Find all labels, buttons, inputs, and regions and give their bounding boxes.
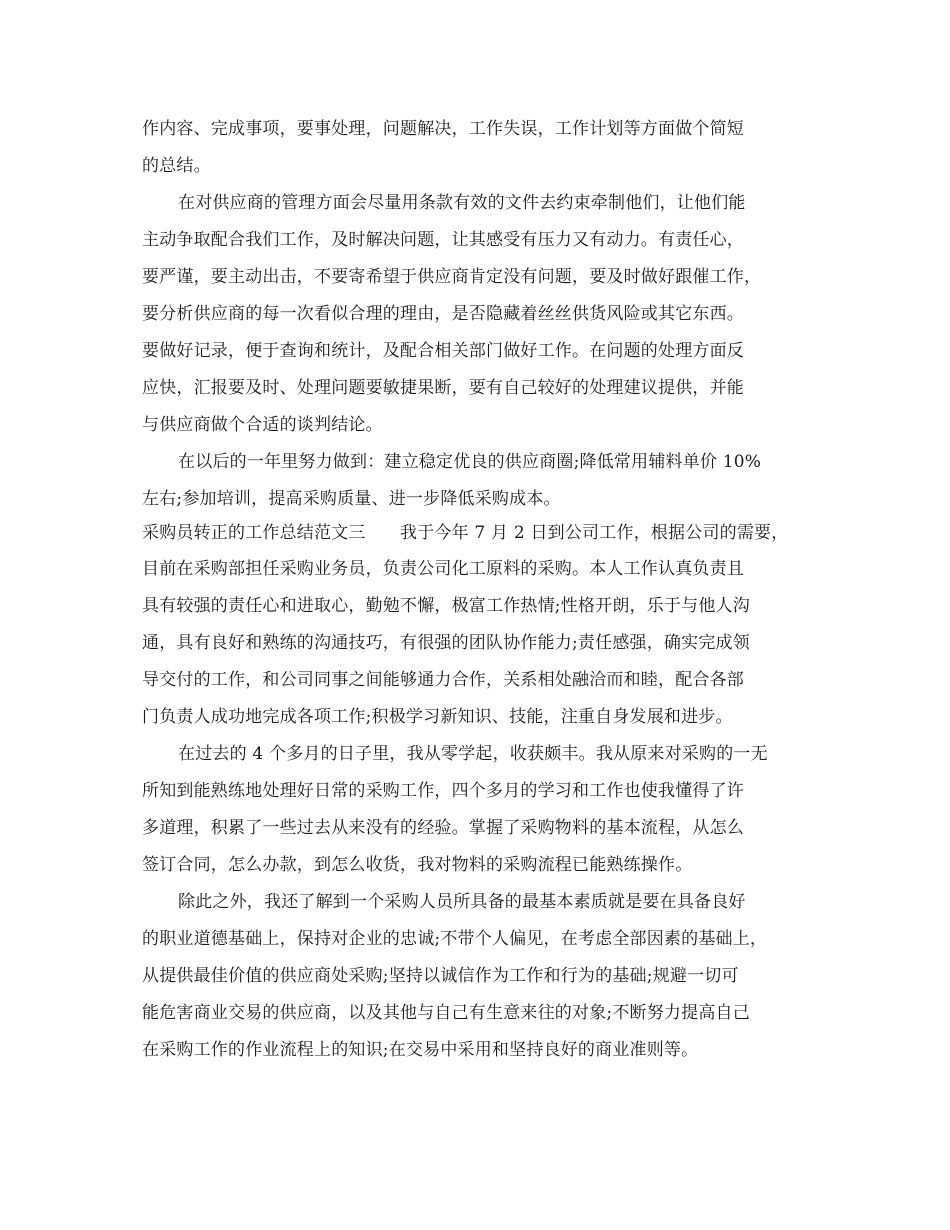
text-line: 从提供最佳价值的供应商处采购;坚持以诚信作为工作和行为的基础;规避一切可	[142, 966, 739, 986]
text-line: 主动争取配合我们工作，及时解决问题，让其感受有压力又有动力。有责任心，	[142, 230, 744, 250]
text-line: 所知到能熟练地处理好日常的采购工作，四个多月的学习和工作也使我懂得了许	[142, 781, 744, 801]
section-heading-line: 采购员转正的工作总结范文三 我于今年 7 月 2 日到公司工作，根据公司的需要，	[142, 523, 789, 543]
text-line: 导交付的工作，和公司同事之间能够通力合作，关系相处融洽而和睦，配合各部	[142, 670, 744, 690]
text-line: 门负责人成功地完成各项工作;积极学习新知识、技能，注重自身发展和进步。	[142, 707, 733, 727]
text-line: 要分析供应商的每一次看似合理的理由，是否隐藏着丝丝供货风险或其它东西。	[142, 304, 744, 324]
text-line: 通，具有良好和熟练的沟通技巧，有很强的团队协作能力;责任感强，确实完成领	[142, 633, 750, 653]
text-line: 签订合同，怎么办款，到怎么收货，我对物料的采购流程已能熟练操作。	[142, 855, 693, 875]
text-line: 目前在采购部担任采购业务员，负责公司化工原料的采购。本人工作认真负责且	[142, 559, 744, 579]
text-line: 应快，汇报要及时、处理问题要敏捷果断，要有自己较好的处理建议提供，并能	[142, 378, 744, 398]
text-line: 的职业道德基础上，保持对企业的忠诚;不带个人偏见，在考虑全部因素的基础上，	[142, 929, 768, 949]
text-line: 要做好记录，便于查询和统计，及配合相关部门做好工作。在问题的处理方面反	[142, 341, 744, 361]
text-line: 左右;参加培训，提高采购质量、进一步降低采购成本。	[142, 489, 561, 509]
text-line: 多道理，积累了一些过去从来没有的经验。掌握了采购物料的基本流程，从怎么	[142, 818, 744, 838]
text-line: 的总结。	[142, 156, 211, 176]
text-line: 要严谨，要主动出击，不要寄希望于供应商肯定没有问题，要及时做好跟催工作，	[142, 267, 762, 287]
paragraph-start-line: 在以后的一年里努力做到：建立稳定优良的供应商圈;降低常用辅料单价 10%	[178, 452, 762, 472]
text-line: 能危害商业交易的供应商，以及其他与自己有生意来往的对象;不断努力提高自己	[142, 1003, 750, 1023]
paragraph-start-line: 在过去的 4 个多月的日子里，我从零学起，收获颇丰。我从原来对采购的一无	[178, 744, 768, 764]
text-line: 在采购工作的作业流程上的知识;在交易中采用和坚持良好的商业准则等。	[142, 1040, 699, 1060]
paragraph-start-line: 除此之外，我还了解到一个采购人员所具备的最基本素质就是要在具备良好	[178, 892, 746, 912]
paragraph-start-line: 在对供应商的管理方面会尽量用条款有效的文件去约束牵制他们，让他们能	[178, 193, 746, 213]
text-line: 与供应商做个合适的谈判结论。	[142, 415, 383, 435]
text-line: 具有较强的责任心和进取心，勤勉不懈，极富工作热情;性格开朗，乐于与他人沟	[142, 596, 750, 616]
text-line: 作内容、完成事项，要事处理，问题解决，工作失误，工作计划等方面做个简短	[142, 119, 744, 139]
